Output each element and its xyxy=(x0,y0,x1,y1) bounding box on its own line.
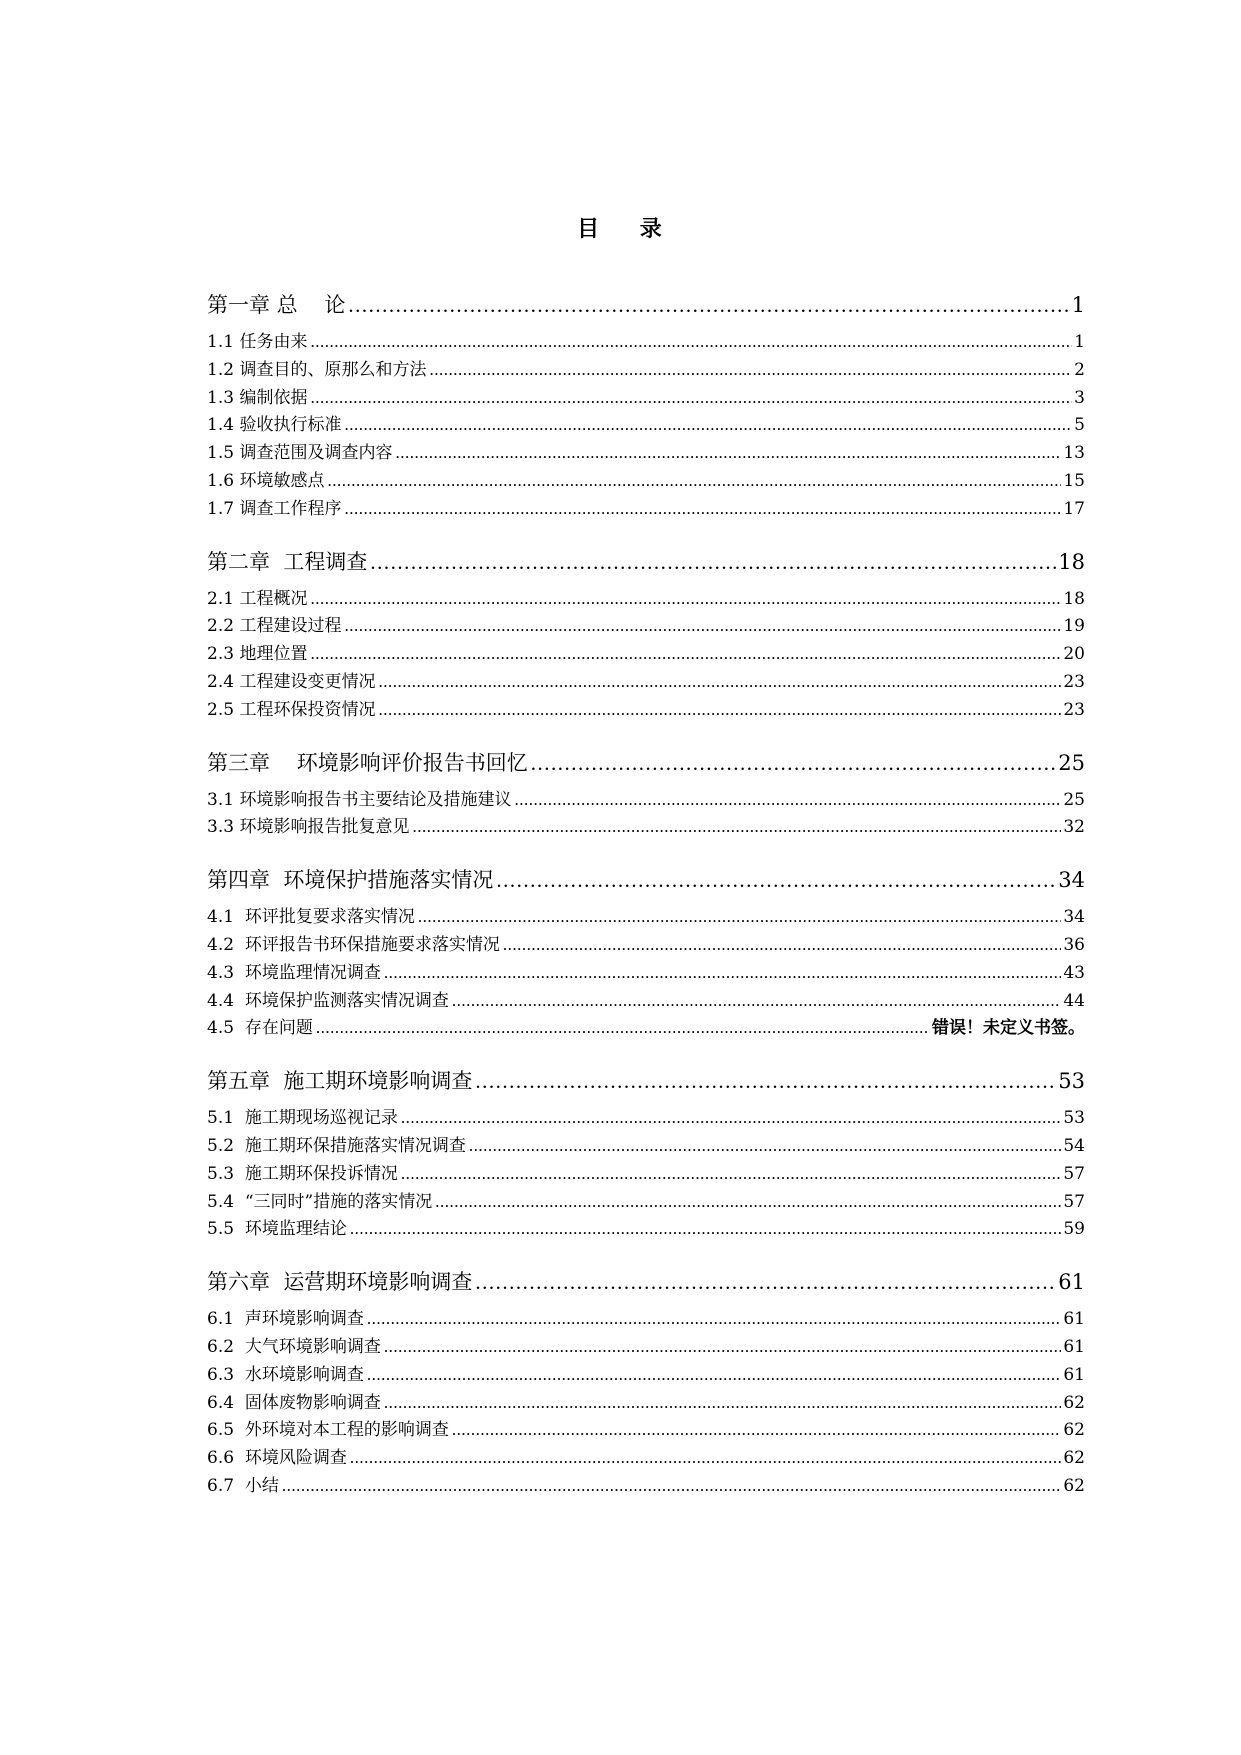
toc-section-label: 2.1 工程概况 xyxy=(207,588,308,609)
toc-section-page-number: 25 xyxy=(1063,789,1085,810)
toc-section-label: 6.7 小结 xyxy=(207,1475,279,1496)
toc-section-page-number: 57 xyxy=(1063,1191,1085,1212)
toc-section-label: 4.4 环境保护监测落实情况调查 xyxy=(207,990,449,1011)
toc-section-entry[interactable] xyxy=(207,931,1085,959)
toc-leader-dots xyxy=(401,1104,1062,1132)
toc-section-entry[interactable] xyxy=(207,786,1085,814)
toc-section-label: 6.1 声环境影响调查 xyxy=(207,1309,364,1330)
toc-leader-dots xyxy=(384,1333,1062,1361)
toc-section-page-number: 18 xyxy=(1063,588,1085,609)
toc-section-label: 2.2 工程建设过程 xyxy=(207,616,342,637)
toc-section-entry[interactable] xyxy=(207,1014,1085,1042)
toc-section-page-number: 20 xyxy=(1063,644,1085,665)
toc-section-page-number: 44 xyxy=(1063,990,1085,1011)
toc-leader-dots xyxy=(475,1064,1056,1098)
toc-leader-dots xyxy=(344,411,1072,439)
toc-chapter-block xyxy=(207,288,1085,523)
toc-chapter-label: 第四章 环境保护措施落实情况 xyxy=(207,868,494,893)
toc-chapter-block xyxy=(207,1265,1085,1500)
toc-section-entry[interactable] xyxy=(207,1305,1085,1333)
toc-leader-dots xyxy=(316,1014,930,1042)
toc-chapter-label: 第六章 运营期环境影响调查 xyxy=(207,1270,473,1295)
toc-leader-dots xyxy=(384,1389,1062,1417)
toc-section-page-number: 61 xyxy=(1063,1309,1085,1330)
toc-leader-dots xyxy=(475,1265,1056,1299)
toc-section-entry[interactable] xyxy=(207,668,1085,696)
toc-leader-dots xyxy=(514,786,1061,814)
toc-section-page-number: 62 xyxy=(1063,1475,1085,1496)
toc-section-entry[interactable] xyxy=(207,1389,1085,1417)
toc-chapter-entry[interactable] xyxy=(207,1064,1085,1098)
toc-section-entry[interactable] xyxy=(207,467,1085,495)
toc-section-entry[interactable] xyxy=(207,1361,1085,1389)
toc-section-page-number: 32 xyxy=(1063,817,1085,838)
toc-leader-dots xyxy=(350,1444,1062,1472)
toc-leader-dots xyxy=(531,746,1057,780)
toc-section-label: 3.1 环境影响报告书主要结论及措施建议 xyxy=(207,789,512,810)
toc-section-page-number: 34 xyxy=(1063,907,1085,928)
toc-section-label: 1.1 任务由来 xyxy=(207,332,308,352)
toc-section-label: 5.4 “三同时”措施的落实情况 xyxy=(207,1191,433,1212)
toc-section-page-number: 43 xyxy=(1063,962,1085,983)
toc-section-entry[interactable] xyxy=(207,1472,1085,1500)
toc-section-entry[interactable] xyxy=(207,356,1085,384)
toc-section-label: 1.4 验收执行标准 xyxy=(207,415,342,436)
toc-section-label: 2.4 工程建设变更情况 xyxy=(207,671,376,692)
toc-chapter-page-number: 53 xyxy=(1058,1069,1085,1094)
toc-section-label: 6.5 外环境对本工程的影响调查 xyxy=(207,1420,449,1441)
page-title: 目 录 xyxy=(577,217,664,242)
toc-leader-dots xyxy=(327,467,1061,495)
toc-leader-dots xyxy=(469,1132,1062,1160)
toc-leader-dots xyxy=(310,585,1061,613)
toc-section-label: 6.2 大气环境影响调查 xyxy=(207,1336,381,1357)
toc-chapter-page-number: 34 xyxy=(1058,868,1085,893)
toc-section-page-number: 3 xyxy=(1074,387,1085,408)
toc-section-page-number: 13 xyxy=(1063,443,1085,464)
toc-leader-dots xyxy=(344,612,1061,640)
toc-leader-dots xyxy=(378,668,1061,696)
toc-section-label: 4.3 环境监理情况调查 xyxy=(207,962,381,983)
toc-section-entry[interactable] xyxy=(207,1444,1085,1472)
toc-chapter-entry[interactable] xyxy=(207,288,1085,322)
toc-section-label: 5.3 施工期环保投诉情况 xyxy=(207,1163,398,1184)
toc-section-entry[interactable] xyxy=(207,495,1085,523)
toc-section-label: 1.7 调查工作程序 xyxy=(207,498,342,519)
toc-chapter-block xyxy=(207,863,1085,1042)
toc-section-label: 6.6 环境风险调查 xyxy=(207,1448,347,1469)
toc-chapter-page-number: 18 xyxy=(1058,549,1085,574)
toc-section-page-number: 15 xyxy=(1063,470,1085,491)
toc-section-label: 5.5 环境监理结论 xyxy=(207,1219,347,1240)
toc-leader-dots xyxy=(344,495,1061,523)
toc-leader-dots xyxy=(310,640,1061,668)
toc-section-entry[interactable] xyxy=(207,903,1085,931)
toc-section-entry[interactable] xyxy=(207,1188,1085,1216)
toc-leader-dots xyxy=(496,863,1056,897)
toc-section-label: 1.6 环境敏感点 xyxy=(207,470,325,491)
toc-section-page-number: 17 xyxy=(1063,498,1085,519)
toc-section-page-number: 5 xyxy=(1074,415,1085,436)
toc-section-entry[interactable] xyxy=(207,1333,1085,1361)
toc-section-label: 2.5 工程环保投资情况 xyxy=(207,699,376,720)
toc-section-label: 4.2 环评报告书环保措施要求落实情况 xyxy=(207,934,500,955)
toc-section-label: 5.1 施工期现场巡视记录 xyxy=(207,1108,398,1129)
toc-section-label: 6.3 水环境影响调查 xyxy=(207,1364,364,1385)
toc-section-entry[interactable] xyxy=(207,411,1085,439)
toc-leader-dots xyxy=(378,696,1061,724)
toc-chapter-block xyxy=(207,1064,1085,1243)
toc-leader-dots xyxy=(384,959,1062,987)
toc-chapter-entry[interactable] xyxy=(207,545,1085,579)
toc-section-page-number: 61 xyxy=(1063,1336,1085,1357)
toc-section-entry[interactable] xyxy=(207,1132,1085,1160)
toc-section-page-number: 62 xyxy=(1063,1420,1085,1441)
toc-section-page-number: 57 xyxy=(1063,1163,1085,1184)
toc-leader-dots xyxy=(401,1160,1062,1188)
toc-chapter-page-number: 1 xyxy=(1071,293,1085,317)
toc-leader-dots xyxy=(367,1361,1062,1389)
toc-section-page-number: 2 xyxy=(1074,359,1085,380)
toc-chapter-block xyxy=(207,746,1085,842)
toc-section-label: 5.2 施工期环保措施落实情况调查 xyxy=(207,1135,466,1156)
toc-chapter-block xyxy=(207,545,1085,724)
toc-chapter-label: 第一章 总 论 xyxy=(207,293,346,317)
toc-leader-dots xyxy=(350,1215,1062,1243)
toc-section-entry[interactable] xyxy=(207,987,1085,1015)
toc-section-entry[interactable] xyxy=(207,585,1085,613)
toc-leader-dots xyxy=(412,813,1061,841)
toc-section-label: 1.5 调查范围及调查内容 xyxy=(207,443,393,464)
toc-section-entry[interactable] xyxy=(207,1215,1085,1243)
toc-section-label: 4.1 环评批复要求落实情况 xyxy=(207,907,415,928)
toc-section-page-number: 59 xyxy=(1063,1219,1085,1240)
toc-chapter-label: 第五章 施工期环境影响调查 xyxy=(207,1069,473,1094)
toc-leader-dots xyxy=(348,288,1069,322)
toc-section-page-number: 62 xyxy=(1063,1448,1085,1469)
toc-section-entry[interactable] xyxy=(207,328,1085,356)
toc-section-label: 2.3 地理位置 xyxy=(207,644,308,665)
toc-section-entry[interactable] xyxy=(207,612,1085,640)
toc-leader-dots xyxy=(282,1472,1062,1500)
toc-section-entry[interactable] xyxy=(207,1160,1085,1188)
toc-section-label: 6.4 固体废物影响调查 xyxy=(207,1392,381,1413)
toc-section-page-number: 1 xyxy=(1074,332,1085,352)
toc-section-label: 1.3 编制依据 xyxy=(207,387,308,408)
toc-section-page-number: 19 xyxy=(1063,616,1085,637)
toc-section-entry[interactable] xyxy=(207,640,1085,668)
toc-section-entry[interactable] xyxy=(207,439,1085,467)
toc-section-label: 3.3 环境影响报告批复意见 xyxy=(207,817,410,838)
toc-section-entry[interactable] xyxy=(207,1104,1085,1132)
toc-section-page-number: 61 xyxy=(1063,1364,1085,1385)
toc-chapter-entry[interactable] xyxy=(207,863,1085,897)
toc-leader-dots xyxy=(503,931,1062,959)
toc-chapter-entry[interactable] xyxy=(207,1265,1085,1299)
toc-leader-dots xyxy=(310,328,1072,356)
toc-section-page-number: 53 xyxy=(1063,1108,1085,1129)
toc-bookmark-error-text: 错误！未定义书签。 xyxy=(932,1018,1085,1039)
toc-section-label: 4.5 存在问题 xyxy=(207,1018,313,1039)
toc-section-entry[interactable] xyxy=(207,384,1085,412)
toc-chapter-entry[interactable] xyxy=(207,746,1085,780)
toc-leader-dots xyxy=(418,903,1062,931)
table-of-contents xyxy=(207,288,1085,1500)
toc-leader-dots xyxy=(310,384,1072,412)
toc-chapter-page-number: 25 xyxy=(1058,750,1085,775)
toc-chapter-label: 第三章 环境影响评价报告书回忆 xyxy=(207,750,528,775)
toc-leader-dots xyxy=(429,356,1072,384)
toc-section-label: 1.2 调查目的、原那么和方法 xyxy=(207,359,427,380)
toc-section-entry[interactable] xyxy=(207,813,1085,841)
toc-section-page-number: 36 xyxy=(1063,934,1085,955)
toc-section-page-number: 23 xyxy=(1063,699,1085,720)
toc-leader-dots xyxy=(435,1188,1061,1216)
toc-leader-dots xyxy=(367,1305,1062,1333)
toc-leader-dots xyxy=(395,439,1061,467)
toc-section-entry[interactable] xyxy=(207,959,1085,987)
toc-section-page-number: 62 xyxy=(1063,1392,1085,1413)
toc-leader-dots xyxy=(452,987,1062,1015)
toc-chapter-page-number: 61 xyxy=(1058,1270,1085,1295)
toc-section-entry[interactable] xyxy=(207,1416,1085,1444)
toc-section-page-number: 23 xyxy=(1063,671,1085,692)
toc-section-page-number: 54 xyxy=(1063,1135,1085,1156)
toc-section-entry[interactable] xyxy=(207,696,1085,724)
toc-chapter-label: 第二章 工程调查 xyxy=(207,549,368,574)
toc-leader-dots xyxy=(370,545,1056,579)
toc-leader-dots xyxy=(452,1416,1062,1444)
